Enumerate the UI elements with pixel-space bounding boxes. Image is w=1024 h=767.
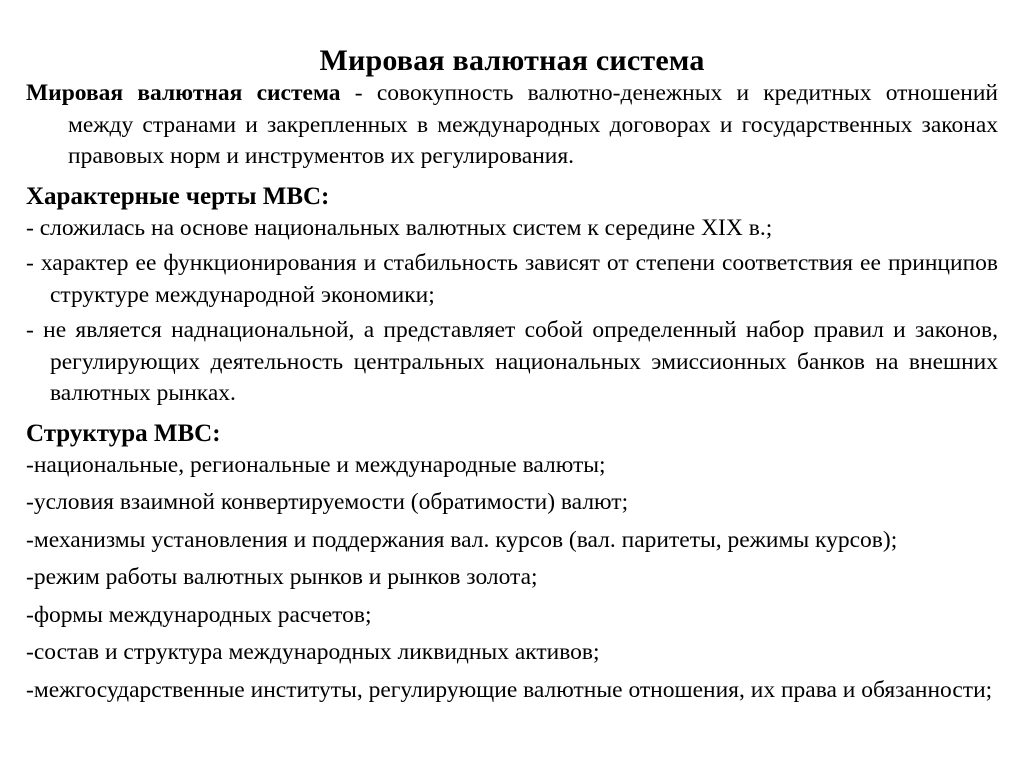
list-item: -формы международных расчетов;	[26, 601, 372, 628]
slide-body	[26, 78, 998, 706]
list-item: - характер ее функционирования и стабильность зависят от степени соответствия ее принципов структуре международной экономики;	[26, 250, 998, 308]
list-item: - сложилась на основе национальных валютных систем к середине XIX в.;	[26, 214, 773, 241]
list-item: -условия взаимной конвертируемости (обратимости) валют;	[26, 489, 629, 515]
page-title: Мировая валютная система	[319, 44, 705, 78]
definition-body: - совокупность валютно-денежных и кредитных отношений между странами и закрепленных в международных договорах и государственных законах правовых норм и инструментов их регулирования.	[68, 80, 998, 169]
list-item: -национальные, региональные и международные валюты;	[26, 451, 606, 478]
section-heading-structure: Структура МВС:	[26, 419, 221, 447]
list-item: -режим работы валютных рынков и рынков золота;	[26, 564, 538, 590]
list-item: -межгосударственные институты, регулирующие валютные отношения, их права и обязанности;	[26, 676, 993, 703]
list-item: -состав и структура международных ликвидных активов;	[26, 639, 600, 665]
section-heading-features: Характерные черты МВС:	[26, 182, 330, 210]
list-item: - не является наднациональной, а представляет собой определенный набор правил и законов, регулирующих деятельность центральных национальных эмиссионных банков на внешних валютных рынках.	[26, 317, 998, 406]
definition-paragraph	[26, 78, 998, 173]
list-item: -механизмы установления и поддержания вал. курсов (вал. паритеты, режимы курсов);	[26, 526, 898, 553]
definition-term: Мировая валютная система	[26, 80, 341, 106]
